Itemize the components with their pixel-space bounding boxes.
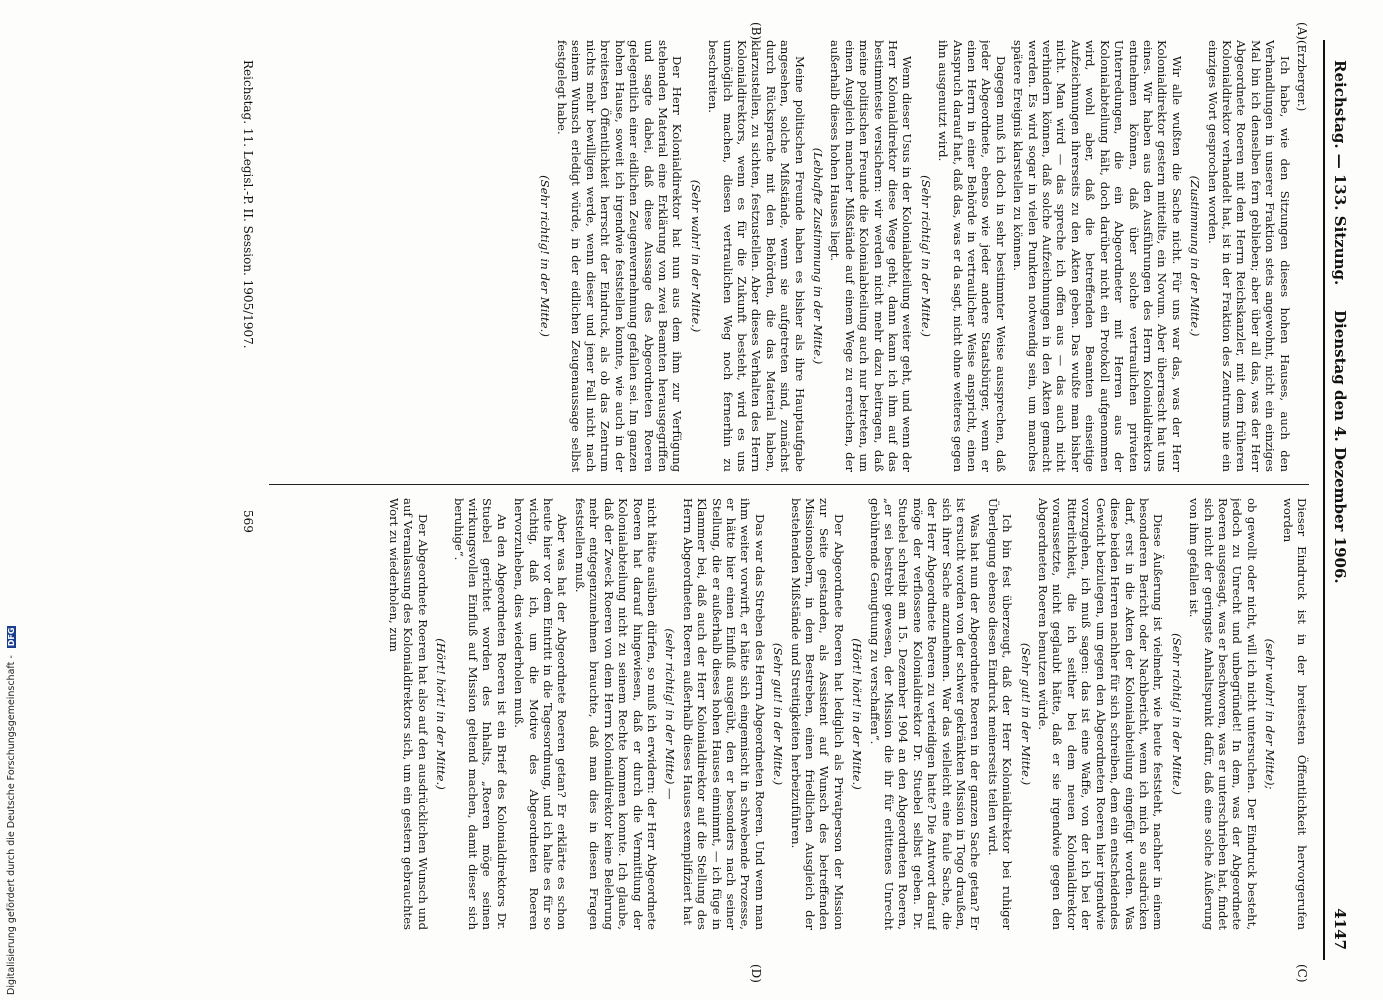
- paragraph: ob gewollt oder nicht, will ich nicht untersuchen. Der Eindruck besteht, jedoch zu Unrecht und unbegründet! In dem, was der Abgeordnete Roeren ausgesagt, was er beschworen, was er unterschrieben hat, findet sich nicht der geringste Anhaltspunkt dafür, daß eine solche Äußerung von ihm gefallen ist.: [1187, 498, 1259, 930]
- paragraph: Was hat nun der Abgeordnete Roeren in der ganzen Sache getan? Er ist ersucht worden von der schwer gekränkten Mission in Togo draußen, sich ihrer Sache anzunehmen. War das vielleicht eine faule Sache, die der Herr Abgeordnete Roeren zu verteidigen hatte? Die Antwort darauf möge der verflossene Kolonialdirektor Dr. Stuebel selbst geben. Dr. Stuebel schreibt am 15. Dezember 1904 an den Abgeordneten Roeren, „er sei bestrebt gewesen, der Mission die ihr für erlittenes Unrecht gebührende Genugtuung zu verschaffen“.: [867, 498, 983, 930]
- paragraph: Der Abgeordnete Roeren hat also auf den ausdrücklichen Wunsch und auf Veranlassung des Kolonialdirektors sich, um ein gestern gebrauchtes Wort zu wiederholen, zum: [387, 498, 430, 930]
- interjection: (Sehr gut! in der Mitte.): [1018, 642, 1033, 786]
- interjection: (sehr wahr! in der Mitte);: [1263, 638, 1278, 790]
- interjection: (Sehr gut! in der Mitte.): [771, 642, 786, 786]
- footer-sheet-number: 569: [241, 510, 255, 533]
- header-date: Dienstag den 4. Dezember 1906.: [1331, 310, 1349, 584]
- interjection: (Sehr richtig! in der Mitte.): [1169, 633, 1184, 795]
- column-divider: [269, 484, 1309, 485]
- paragraph: Dieser Eindruck ist in der breitesten Öffentlichkeit hervorgerufen worden: [1280, 498, 1309, 930]
- paragraph: Der Herr Kolonialdirektor hat nun aus dem ihm zur Verfügung stehenden Material eine Erklärung von zwei Beamten herausgegriffen und sagte dabei, daß diese Aussage des Abgeordneten Roeren gelegentlich einer eidlichen Zeugenvernehmung gefallen sei. Im ganzen hohen Hause, soweit ich irgendwie feststellen konnte, wie auch in der breitesten Öffentlichkeit herrscht der Eindruck, als ob das Zentrum nichts mehr bewilligen werde, wenn dieser und jener Fall nicht nach seinem Wunsch erledigt würde, in der eidlichen Zeugenaussage selbst festgelegt habe.: [555, 40, 685, 472]
- interjection: (Zustimmung in der Mitte.): [1188, 175, 1203, 337]
- paragraph: Meine politischen Freunde haben es bisher als ihre Hauptaufgabe angesehen, solche Mißstände, wenn sie aufgetreten sind, zunächst durch Rücksprache mit den Behörden, die das Material haben, klarzustellen, zu sichten, festzustellen. Aber dieses Verhalten des Herrn Kolonialdirektors, wenn es für die Zukunft besteht, wird es uns unmöglich machen, diesen vertraulichen Weg noch fernerhin zu beschreiten.: [706, 40, 807, 472]
- paragraph: Wenn dieser Usus in der Kolonialabteilung weiter geht, und wenn der Herr Kolonialdirektor diese Wege geht, dann kann ich ihm auf das bestimmteste versichern: wir werden nicht mehr dazu beitragen, daß meine politischen Freunde die Kolonialabteilung auch nur betreten, um einen Ausgleich mancher Mißstände auf einem Wege zu erreichen, der außerhalb dieses hohen Hauses liegt.: [828, 40, 915, 472]
- paragraph: Wir alle wußten die Sache nicht. Für uns war das, was der Herr Kolonialdirektor gestern mitteilte, ein Novum. Aber überrascht hat uns eines. Wir haben aus den Ausführungen des Herrn Kolonialdirektors entnehmen können, daß über solche vertraulichen privaten Unterredungen, die ein Abgeordneter mit Herren aus der Kolonialabteilung hält, doch darüber nicht ein Protokoll aufgenommen wird, wohl aber, daß die betreffenden Beamten einseitige Aufzeichnungen ihrerseits zu den Akten geben. Das wußte man bisher nicht. Man wird — das spreche ich offen aus — das auch nicht verhindern können, daß solche Aufzeichnungen in den Akten gemacht werden. Es wird sogar in vielen Punkten notwendig sein, um manches spätere Ereignis klarstellen zu können.: [1011, 40, 1184, 472]
- margin-marker-d: (D): [749, 964, 763, 983]
- interjection: (Hört! hört! in der Mitte.): [434, 638, 449, 790]
- speaker-name: (Erzberger.): [1295, 40, 1309, 112]
- paragraph: Aber was hat der Abgeordnete Roeren getan? Er erklärte es schon heute hier vor dem Eintritt in die Tagesordnung, und ich halte es für so wichtig, daß ich, um die Motive des Abgeordneten Roeren hervorzuheben, dies wiederholen muß.: [512, 498, 570, 930]
- dfg-logo: DFG: [7, 627, 16, 647]
- interjection: (Hört! hört! in der Mitte.): [850, 638, 865, 790]
- footer-legislature: Reichstag. 11. Legisl.-P. II. Session. 1905/1907.: [241, 60, 255, 349]
- header-page-number: 4147: [1331, 908, 1349, 950]
- interjection: (Sehr wahr! in der Mitte.): [688, 179, 703, 333]
- page-header: [1323, 40, 1351, 960]
- margin-marker-b: (B): [749, 22, 763, 41]
- paragraph: nicht hätte ausüben dürfen, so muß ich erwidern: der Herr Abgeordnete Roeren hat darauf hingewiesen, daß er durch die Vermittlung der Kolonialabteilung nicht zu seinem Rechte kommen konnte. Ich glaube, daß der Zweck Roeren von dem Herrn Kolonialdirektor keine Belehrung mehr entgegenzunehmen brauchte, daß man dies in diesen Fragen feststellen muß.: [572, 498, 659, 930]
- paragraph: Das war das Streben des Herrn Abgeordneten Roeren. Und wenn man ihm weiter vorwirft, er hätte sich eingemischt in schwebende Prozesse, er hätte hier einen Einfluß ausgeübt, den er besonders nach seiner Stellung, die er außerhalb dieses hohen Hauses einnimmt, — ich füge in Klammer bei, daß auch der Herr Kolonialdirektor auf die Stellung des Herrn Abgeordneten Roeren außerhalb dieses Hauses exemplifiziert hat: [680, 498, 767, 930]
- paragraph: Ich bin fest überzeugt, daß der Herr Kolonialdirektor bei ruhiger Überlegung ebenso diesen Eindruck meinerseits teilen wird.: [985, 498, 1015, 930]
- interjection: (Sehr richtig! in der Mitte.): [918, 175, 933, 337]
- paragraph: An den Abgeordneten Roeren ist ein Brief des Kolonialdirektors Dr. Stuebel gerichtet worden des Inhalts, „Roeren möge seinen wirkungsvollen Einfluß auf Mission geltend machen, damit dieser sich beruhige“.: [451, 498, 509, 930]
- header-session: Reichstag. — 133. Sitzung.: [1331, 60, 1349, 286]
- interjection: (Lebhafte Zustimmung in der Mitte.): [811, 147, 825, 365]
- paragraph: Der Abgeordnete Roeren hat lediglich als Privatperson der Mission zur Seite gestanden, als Assistent auf Wunsch des betreffenden Missionsobern, in dem Bestreben, einen friedlichen Ausgleich der bestehenden Mißstände und Streitigkeiten herbeizuführen.: [788, 498, 846, 930]
- left-column: [269, 40, 1309, 472]
- paragraph: Diese Äußerung ist vielmehr, wie heute feststeht, nachher in einem besonderen Bericht oder Nachbericht, wenn ich mich so ausdrücken darf, erst in die Akten der Kolonialabteilung eingefügt worden. Was diese beiden Herren nachher für sich schreiben, dem ein entscheidendes Gewicht beizulegen, um gegen den Abgeordneten Roeren hier irgendwie vorzugehen, ich muß sagen: das ist eine Waffe, von der ich bei der Ritterlichkeit, die ich seither bei dem neuen Kolonialdirektor voraussetzte, nicht geglaubt hätte, daß er sie irgendwie gegen den Abgeordneten Roeren benutzen würde.: [1036, 498, 1166, 930]
- margin-marker-c: (C): [1295, 964, 1309, 983]
- interjection: (sehr richtig! in der Mitte) —: [663, 628, 678, 800]
- paragraph: Dagegen muß ich doch in sehr bestimmter Weise aussprechen, daß jeder Abgeordnete, ebenso wie jeder andere Staatsbürger, wenn er einen Herrn in einer Behörde in vertraulicher Weise anspricht, einen Anspruch darauf hat, daß das, was er da sagt, nicht ohne weiteres gegen ihn ausgenutzt wird.: [936, 40, 1008, 472]
- margin-marker-a: (A): [1295, 22, 1309, 41]
- paragraph: Ich habe, wie den Sitzungen dieses hohen Hauses, auch den Verhandlungen in unserer Fraktion stets angewohnt, nicht ein einziges Mal bin ich denselben fern geblieben; aber über all das, was der Herr Abgeordnete Roeren mit dem Herrn Reichskanzler, mit dem früheren Kolonialdirektor verhandelt hat, ist in der Fraktion des Zentrums nie ein einziges Wort gesprochen worden.: [1205, 40, 1292, 472]
- digitization-credit-text: Digitalisierung gefördert durch die Deutsche Forschungsgemeinschaft -: [6, 655, 17, 995]
- interjection: (Sehr richtig! in der Mitte.): [537, 175, 552, 337]
- right-column: [269, 498, 1309, 930]
